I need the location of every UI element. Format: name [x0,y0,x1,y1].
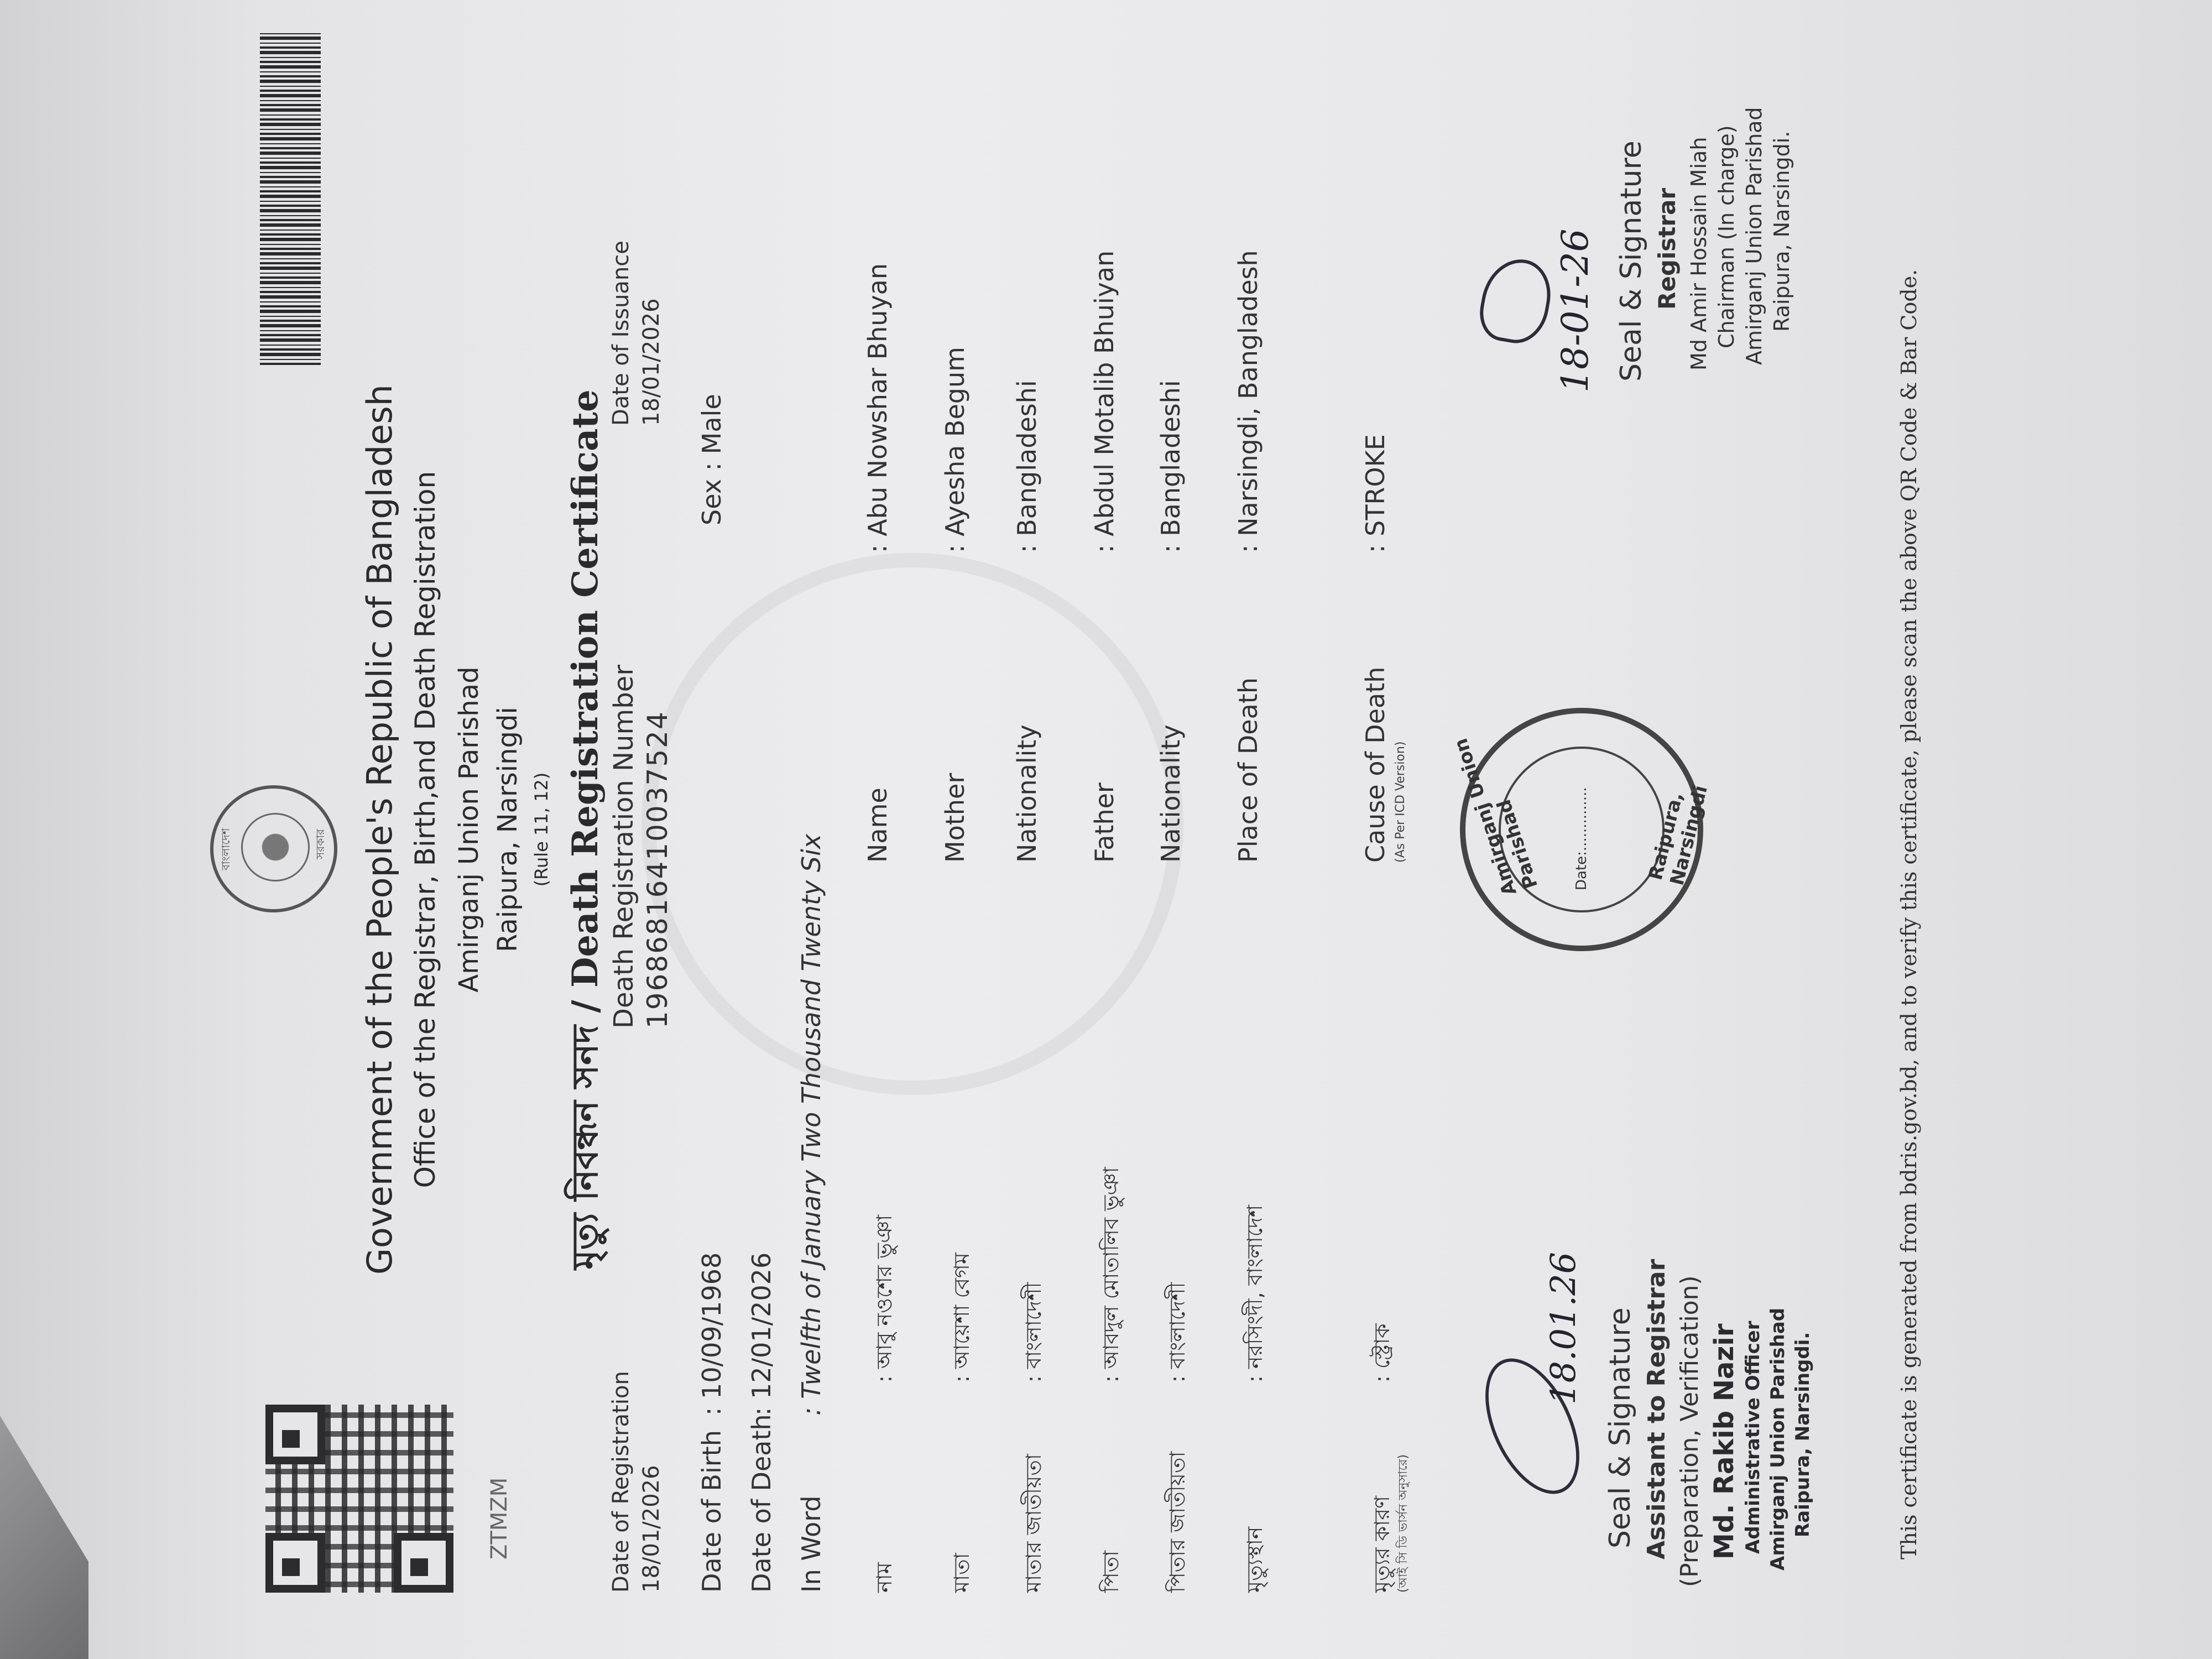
stamp-top-text: Amirganj Union Parishad [1449,735,1543,899]
emblem-text-top: বাংলাদেশ [219,828,232,870]
name-label-bn: নাম [872,1562,896,1593]
cause-label-bn: মৃত্যুর কারণ [1370,1495,1394,1593]
footer-note: This certificate is generated from bdris.gov.bd, and to verify this certificate, please scan the above QR Code & Bar Code. [1897,269,1921,1559]
assistant-seal-label: Seal & Signature [1604,1307,1637,1548]
father-nationality-label-bn: পিতার জাতীয়তা [1165,1451,1190,1593]
assistant-place: Raipura, Narsingdi. [1792,1332,1814,1537]
sex: Sex : Male [697,394,727,525]
father-value-bn: : আবদুল মোতালিব ভুঞা [1099,1167,1123,1383]
date-of-death-label: Date of Death [747,1414,776,1593]
date-in-word: : Twelfth of January Two Thousand Twenty Six [796,833,826,1416]
father-nationality-label-en: Nationality [1156,724,1186,863]
father-label-bn: পিতা [1099,1550,1123,1593]
date-of-registration-label: Date of Registration [608,1371,634,1593]
registrar-role: Registrar [1653,187,1681,310]
date-of-birth: : 10/09/1968 [697,1252,727,1416]
place-of-death-value-en: : Narsingdi, Bangladesh [1233,250,1263,553]
union-name: Amirganj Union Parishad [453,666,484,993]
mother-nationality-value-en: : Bangladeshi [1012,380,1042,553]
assistant-role: Assistant to Registrar [1642,1259,1671,1559]
assistant-duty: (Preparation, Verification) [1676,1275,1704,1587]
location: Raipura, Narsingdi [492,707,523,952]
title-separator: / [565,987,606,1025]
registrar-office: Amirganj Union Parishad [1742,107,1766,365]
mother-nationality-label-en: Nationality [1012,724,1042,863]
name-label-en: Name [863,787,893,863]
date-of-birth-label: Date of Birth [697,1430,727,1593]
rule-text: (Rule 11, 12) [531,772,552,887]
stamp-date-label: Date:.............. [1573,787,1590,890]
mother-nationality-value-bn: : বাংলাদেশী [1021,1282,1046,1383]
father-label-en: Father [1089,782,1119,863]
cause-sub-en: (As Per ICD Version) [1394,741,1407,863]
mother-value-bn: : আয়েশা বেগম [950,1252,974,1383]
cause-value-bn: : স্ট্রোক [1370,1323,1394,1383]
assistant-name: Md. Rakib Nazir [1709,1323,1740,1559]
date-of-death: : 12/01/2026 [747,1252,776,1416]
cause-value-en: : STROKE [1360,434,1390,553]
registrar-handwritten-date: 18-01-26 [1554,228,1597,393]
mother-label-bn: মাতা [950,1553,974,1593]
assistant-office: Amirganj Union Parishad [1767,1307,1789,1571]
registration-number: 19686816410037524 [641,711,674,1029]
cause-sub-bn: (আই সি ডি ভার্সন অনুসারে) [1396,1454,1410,1593]
date-of-registration: 18/01/2026 [639,1465,664,1593]
mother-value-en: : Ayesha Begum [940,347,970,553]
mother-nationality-label-bn: মাতার জাতীয়তা [1021,1454,1046,1593]
registrar-name: Md Amir Hossain Miah [1687,137,1711,371]
father-nationality-value-en: : Bangladeshi [1156,380,1186,553]
place-of-death-label-en: Place of Death [1233,677,1263,863]
mother-label-en: Mother [940,773,970,863]
assistant-designation: Administrative Officer [1742,1321,1764,1554]
barcode-icon [260,33,321,365]
stamp-bottom-text: Raipura, Narsingdi [1644,783,1712,888]
verification-code: ZTMZM [487,1477,512,1559]
registrar-seal-label: Seal & Signature [1615,140,1648,382]
registration-number-label: Death Registration Number [608,665,639,1029]
govt-name: Government of the People's Republic of Bangladesh [359,384,400,1275]
name-value-en: : Abu Nowshar Bhuyan [863,263,893,553]
place-of-death-value-bn: : নরসিংদী, বাংলাদেশ [1243,1204,1267,1383]
cause-label-en: Cause of Death [1360,666,1390,863]
office-name: Office of the Registrar, Birth,and Death Registration [409,471,441,1188]
registrar-signature-icon [1475,254,1557,348]
government-emblem-icon [210,785,337,912]
place-of-death-label-bn: মৃত্যুস্থান [1243,1526,1267,1593]
name-value-bn: : আবু নওশের ভুঞা [872,1214,896,1383]
father-value-en: : Abdul Motalib Bhuiyan [1089,250,1119,553]
assistant-handwritten-date: 18.01.26 [1543,1251,1583,1405]
title-en: Death Registration Certificate [565,389,606,988]
registrar-designation: Chairman (In charge) [1714,125,1739,348]
registrar-place: Raipura, Narsingdi. [1770,131,1794,332]
title-bn: মৃত্যু নিবন্ধন সনদ [565,1025,606,1270]
in-word-label: In Word [796,1495,826,1593]
union-parishad-stamp-icon [1449,708,1712,951]
date-of-issuance-label: Date of Issuance [608,241,634,426]
emblem-text-bottom: সরকার [314,828,327,859]
father-nationality-value-bn: : বাংলাদেশী [1165,1282,1190,1383]
date-of-issuance: 18/01/2026 [639,298,664,426]
